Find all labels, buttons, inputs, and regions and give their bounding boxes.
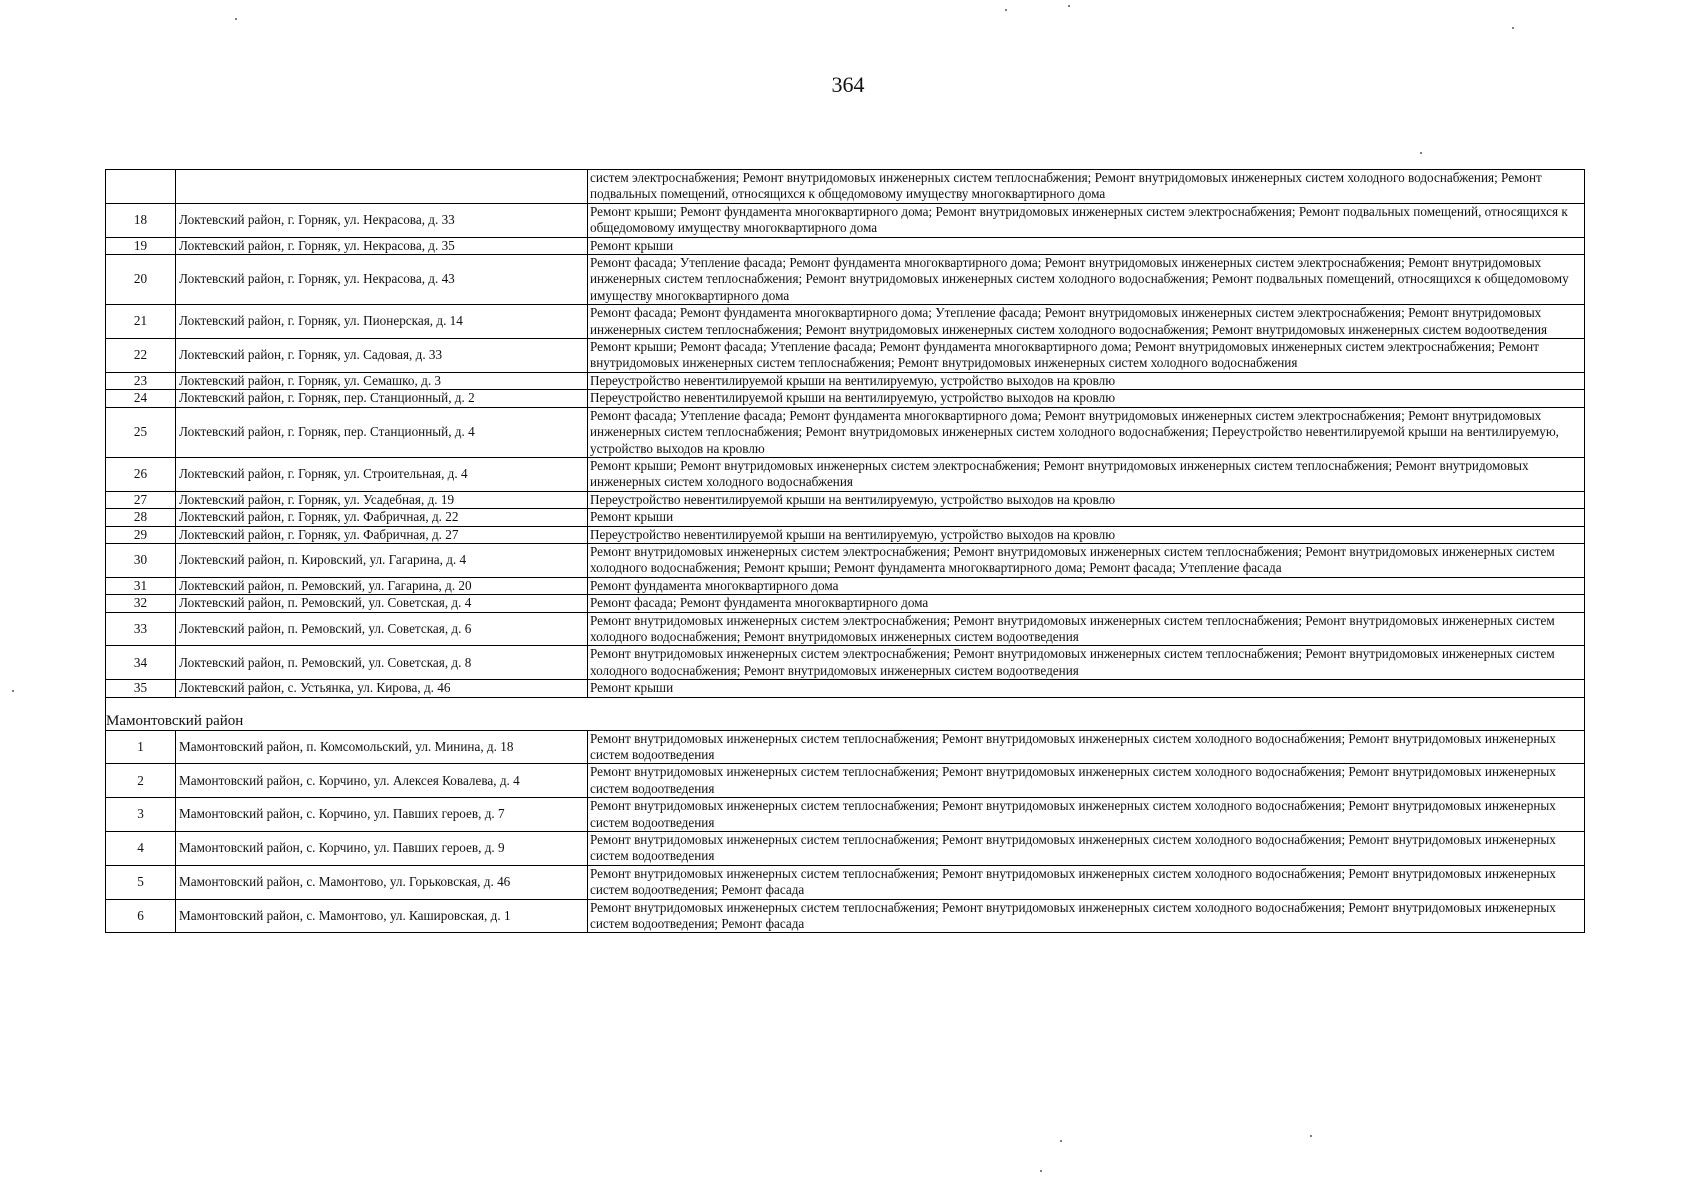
table-row bbox=[106, 390, 1585, 407]
table-row bbox=[106, 612, 1585, 646]
row-works: Переустройство невентилируемой крыши на вентилируемую, устройство выходов на кровлю bbox=[588, 526, 1585, 543]
row-number: 22 bbox=[106, 339, 176, 373]
row-number: 6 bbox=[106, 899, 176, 933]
row-number: 2 bbox=[106, 764, 176, 798]
table-row bbox=[106, 372, 1585, 389]
table-row bbox=[106, 595, 1585, 612]
table-row bbox=[106, 491, 1585, 508]
row-number: 20 bbox=[106, 255, 176, 305]
table-row bbox=[106, 407, 1585, 457]
row-number: 18 bbox=[106, 203, 176, 237]
scan-speck bbox=[1005, 9, 1007, 11]
scan-speck bbox=[1512, 27, 1514, 29]
row-number: 26 bbox=[106, 457, 176, 491]
repair-works-table bbox=[105, 169, 1585, 933]
row-address: Локтевский район, г. Горняк, ул. Некрасова, д. 35 bbox=[176, 237, 588, 254]
scan-speck bbox=[1068, 5, 1070, 7]
row-address: Мамонтовский район, с. Корчино, ул. Алексея Ковалева, д. 4 bbox=[176, 764, 588, 798]
page-number: 364 bbox=[831, 72, 865, 97]
row-address: Мамонтовский район, с. Мамонтово, ул. Кашировская, д. 1 bbox=[176, 899, 588, 933]
row-number bbox=[106, 170, 176, 204]
row-works: Ремонт фасада; Утепление фасада; Ремонт фундамента многоквартирного дома; Ремонт внутридомовых инженерных систем электроснабжения; Ремонт внутридомовых инженерных систем теплоснабжения; Ремонт внутридомовых инженерных систем холодного водоснабжения; Переустройство невентилируемой крыши на вентилируемую, устройство выходов на кровлю bbox=[588, 407, 1585, 457]
row-number: 35 bbox=[106, 680, 176, 697]
row-works: Ремонт внутридомовых инженерных систем теплоснабжения; Ремонт внутридомовых инженерных систем холодного водоснабжения; Ремонт внутридомовых инженерных систем водоотведения; Ремонт фасада bbox=[588, 865, 1585, 899]
row-address: Локтевский район, г. Горняк, ул. Семашко, д. 3 bbox=[176, 372, 588, 389]
row-number: 3 bbox=[106, 798, 176, 832]
row-works: Ремонт фасада; Ремонт фундамента многоквартирного дома; Утепление фасада; Ремонт внутридомовых инженерных систем электроснабжения; Ремонт внутридомовых инженерных систем теплоснабжения; Ремонт внутридомовых инженерных систем холодного водоснабжения; Ремонт внутридомовых инженерных систем водоотведения bbox=[588, 305, 1585, 339]
section-header-row bbox=[106, 697, 1585, 730]
table-row bbox=[106, 305, 1585, 339]
row-works: Ремонт внутридомовых инженерных систем теплоснабжения; Ремонт внутридомовых инженерных систем холодного водоснабжения; Ремонт внутридомовых инженерных систем водоотведения bbox=[588, 798, 1585, 832]
table-row bbox=[106, 237, 1585, 254]
row-works: Переустройство невентилируемой крыши на вентилируемую, устройство выходов на кровлю bbox=[588, 372, 1585, 389]
row-address: Локтевский район, г. Горняк, ул. Усадебная, д. 19 bbox=[176, 491, 588, 508]
row-works: Переустройство невентилируемой крыши на вентилируемую, устройство выходов на кровлю bbox=[588, 390, 1585, 407]
table-row bbox=[106, 764, 1585, 798]
row-address: Локтевский район, г. Горняк, ул. Некрасова, д. 33 bbox=[176, 203, 588, 237]
row-address: Локтевский район, г. Горняк, ул. Строительная, д. 4 bbox=[176, 457, 588, 491]
row-works: Ремонт фундамента многоквартирного дома bbox=[588, 577, 1585, 594]
scan-speck bbox=[12, 690, 14, 692]
row-address: Локтевский район, п. Ремовский, ул. Советская, д. 4 bbox=[176, 595, 588, 612]
row-address: Локтевский район, г. Горняк, ул. Пионерская, д. 14 bbox=[176, 305, 588, 339]
row-address: Мамонтовский район, с. Корчино, ул. Павших героев, д. 7 bbox=[176, 798, 588, 832]
row-works: Ремонт внутридомовых инженерных систем теплоснабжения; Ремонт внутридомовых инженерных систем холодного водоснабжения; Ремонт внутридомовых инженерных систем водоотведения bbox=[588, 730, 1585, 764]
row-address: Локтевский район, г. Горняк, пер. Станционный, д. 4 bbox=[176, 407, 588, 457]
row-works: Ремонт фасада; Ремонт фундамента многоквартирного дома bbox=[588, 595, 1585, 612]
table-row bbox=[106, 457, 1585, 491]
row-address: Локтевский район, п. Ремовский, ул. Гагарина, д. 20 bbox=[176, 577, 588, 594]
row-address: Мамонтовский район, с. Мамонтово, ул. Горьковская, д. 46 bbox=[176, 865, 588, 899]
row-number: 25 bbox=[106, 407, 176, 457]
row-address: Локтевский район, г. Горняк, ул. Фабричная, д. 27 bbox=[176, 526, 588, 543]
row-number: 32 bbox=[106, 595, 176, 612]
row-works: Ремонт внутридомовых инженерных систем теплоснабжения; Ремонт внутридомовых инженерных систем холодного водоснабжения; Ремонт внутридомовых инженерных систем водоотведения bbox=[588, 764, 1585, 798]
row-number: 31 bbox=[106, 577, 176, 594]
row-number: 1 bbox=[106, 730, 176, 764]
table-body-loktevsky bbox=[106, 170, 1585, 698]
row-works: Ремонт крыши; Ремонт фасада; Утепление фасада; Ремонт фундамента многоквартирного дома; Ремонт внутридомовых инженерных систем электроснабжения; Ремонт внутридомовых инженерных систем теплоснабжения; Ремонт внутридомовых инженерных систем холодного водоснабжения bbox=[588, 339, 1585, 373]
row-number: 4 bbox=[106, 832, 176, 866]
row-number: 21 bbox=[106, 305, 176, 339]
scan-speck bbox=[235, 18, 237, 20]
table-row bbox=[106, 646, 1585, 680]
row-works: Ремонт внутридомовых инженерных систем теплоснабжения; Ремонт внутридомовых инженерных систем холодного водоснабжения; Ремонт внутридомовых инженерных систем водоотведения; Ремонт фасада bbox=[588, 899, 1585, 933]
row-works: Ремонт крыши; Ремонт фундамента многоквартирного дома; Ремонт внутридомовых инженерных систем электроснабжения; Ремонт подвальных помещений, относящихся к общедомовому имуществу многоквартирного дома bbox=[588, 203, 1585, 237]
row-number: 30 bbox=[106, 543, 176, 577]
row-address: Мамонтовский район, с. Корчино, ул. Павших героев, д. 9 bbox=[176, 832, 588, 866]
row-works: Ремонт внутридомовых инженерных систем электроснабжения; Ремонт внутридомовых инженерных систем теплоснабжения; Ремонт внутридомовых инженерных систем холодного водоснабжения; Ремонт крыши; Ремонт фундамента многоквартирного дома; Ремонт фасада; Утепление фасада bbox=[588, 543, 1585, 577]
table-row bbox=[106, 526, 1585, 543]
table-row bbox=[106, 339, 1585, 373]
row-number: 28 bbox=[106, 509, 176, 526]
section-header-group bbox=[106, 697, 1585, 730]
row-address: Локтевский район, г. Горняк, ул. Фабричная, д. 22 bbox=[176, 509, 588, 526]
row-works: систем электроснабжения; Ремонт внутридомовых инженерных систем теплоснабжения; Ремонт внутридомовых инженерных систем холодного водоснабжения; Ремонт подвальных помещений, относящихся к общедомовому имуществу многоквартирного дома bbox=[588, 170, 1585, 204]
table-body-mamontovsky bbox=[106, 730, 1585, 933]
row-address: Локтевский район, п. Ремовский, ул. Советская, д. 8 bbox=[176, 646, 588, 680]
row-address bbox=[176, 170, 588, 204]
table-row bbox=[106, 203, 1585, 237]
table-row bbox=[106, 543, 1585, 577]
row-address: Мамонтовский район, п. Комсомольский, ул. Минина, д. 18 bbox=[176, 730, 588, 764]
section-title: Мамонтовский район bbox=[106, 697, 1585, 730]
row-works: Переустройство невентилируемой крыши на вентилируемую, устройство выходов на кровлю bbox=[588, 491, 1585, 508]
row-address: Локтевский район, г. Горняк, ул. Некрасова, д. 43 bbox=[176, 255, 588, 305]
table-row bbox=[106, 577, 1585, 594]
row-address: Локтевский район, г. Горняк, ул. Садовая, д. 33 bbox=[176, 339, 588, 373]
row-works: Ремонт крыши bbox=[588, 237, 1585, 254]
table-row bbox=[106, 832, 1585, 866]
row-number: 34 bbox=[106, 646, 176, 680]
scan-speck bbox=[1420, 152, 1422, 154]
row-works: Ремонт крыши bbox=[588, 509, 1585, 526]
row-works: Ремонт внутридомовых инженерных систем электроснабжения; Ремонт внутридомовых инженерных систем теплоснабжения; Ремонт внутридомовых инженерных систем холодного водоснабжения; Ремонт внутридомовых инженерных систем водоотведения bbox=[588, 612, 1585, 646]
row-works: Ремонт внутридомовых инженерных систем электроснабжения; Ремонт внутридомовых инженерных систем теплоснабжения; Ремонт внутридомовых инженерных систем холодного водоснабжения; Ремонт внутридомовых инженерных систем водоотведения bbox=[588, 646, 1585, 680]
row-number: 5 bbox=[106, 865, 176, 899]
table-row bbox=[106, 899, 1585, 933]
row-works: Ремонт фасада; Утепление фасада; Ремонт фундамента многоквартирного дома; Ремонт внутридомовых инженерных систем электроснабжения; Ремонт внутридомовых инженерных систем теплоснабжения; Ремонт внутридомовых инженерных систем холодного водоснабжения; Ремонт подвальных помещений, относящихся к общедомовому имуществу многоквартирного дома bbox=[588, 255, 1585, 305]
row-number: 33 bbox=[106, 612, 176, 646]
table-row bbox=[106, 255, 1585, 305]
table-row bbox=[106, 680, 1585, 697]
table-row bbox=[106, 170, 1585, 204]
table-row bbox=[106, 509, 1585, 526]
row-number: 27 bbox=[106, 491, 176, 508]
row-address: Локтевский район, с. Устьянка, ул. Кирова, д. 46 bbox=[176, 680, 588, 697]
row-number: 24 bbox=[106, 390, 176, 407]
row-address: Локтевский район, п. Кировский, ул. Гагарина, д. 4 bbox=[176, 543, 588, 577]
row-number: 29 bbox=[106, 526, 176, 543]
row-number: 19 bbox=[106, 237, 176, 254]
row-number: 23 bbox=[106, 372, 176, 389]
row-address: Локтевский район, г. Горняк, пер. Станционный, д. 2 bbox=[176, 390, 588, 407]
table-row bbox=[106, 865, 1585, 899]
row-address: Локтевский район, п. Ремовский, ул. Советская, д. 6 bbox=[176, 612, 588, 646]
scan-speck bbox=[1060, 1140, 1062, 1142]
row-works: Ремонт крыши bbox=[588, 680, 1585, 697]
table-row bbox=[106, 730, 1585, 764]
row-works: Ремонт крыши; Ремонт внутридомовых инженерных систем электроснабжения; Ремонт внутридомовых инженерных систем теплоснабжения; Ремонт внутридомовых инженерных систем холодного водоснабжения bbox=[588, 457, 1585, 491]
table-row bbox=[106, 798, 1585, 832]
scan-speck bbox=[1310, 1135, 1312, 1137]
scan-speck bbox=[1040, 1170, 1042, 1172]
row-works: Ремонт внутридомовых инженерных систем теплоснабжения; Ремонт внутридомовых инженерных систем холодного водоснабжения; Ремонт внутридомовых инженерных систем водоотведения bbox=[588, 832, 1585, 866]
